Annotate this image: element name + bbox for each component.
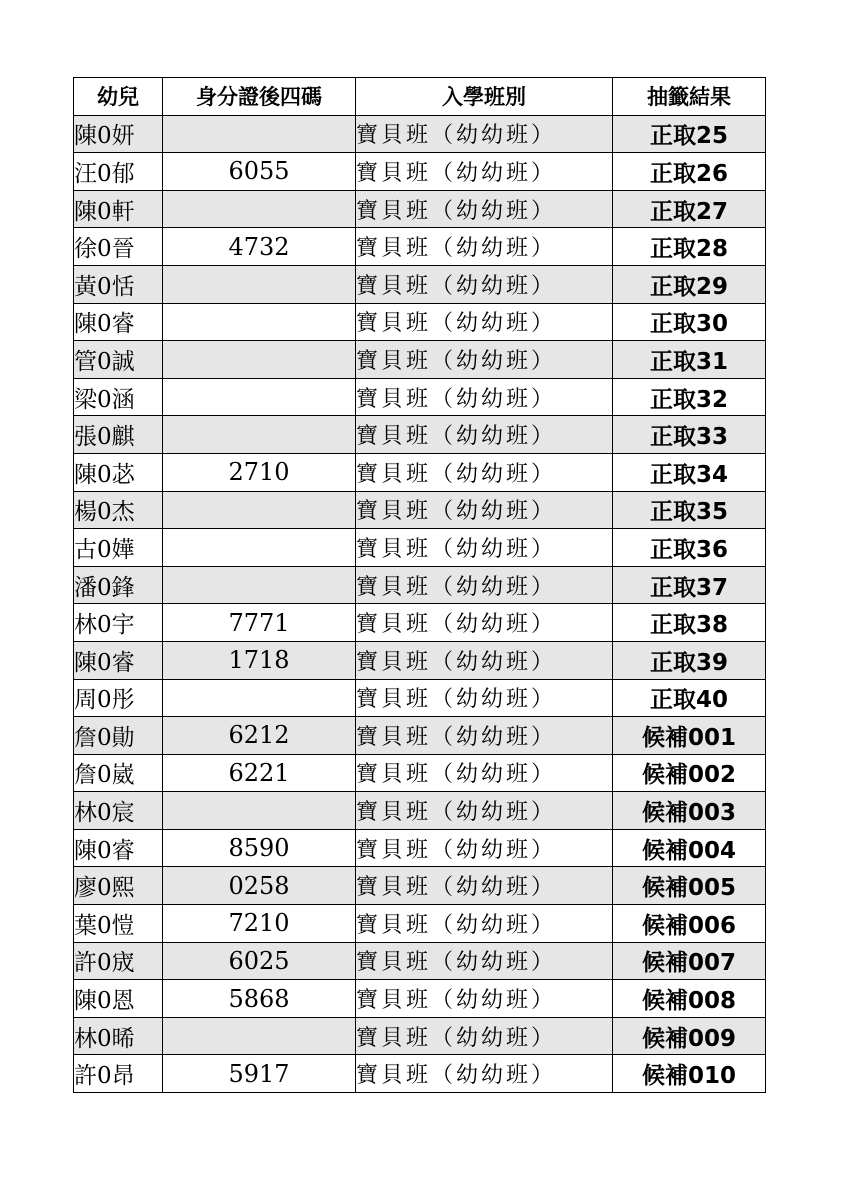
id-last-four-cell: 6025 [163,942,356,980]
id-last-four-cell [163,341,356,379]
enrollment-class-cell: 寶貝班（幼幼班） [356,792,613,830]
id-last-four-cell [163,190,356,228]
enrollment-class-cell: 寶貝班（幼幼班） [356,829,613,867]
enrollment-class-cell: 寶貝班（幼幼班） [356,679,613,717]
lottery-results-sheet [73,77,766,1093]
id-last-four-cell: 4732 [163,228,356,266]
child-name-cell: 葉0愷 [74,905,163,943]
child-name-cell: 陳0睿 [74,829,163,867]
header-row [74,78,766,116]
header-lottery-result: 抽籤結果 [613,78,766,116]
child-name-cell: 楊0杰 [74,491,163,529]
child-name-cell: 張0麒 [74,416,163,454]
lottery-result-cell: 正取31 [613,341,766,379]
table-row [74,228,766,266]
lottery-result-cell: 候補002 [613,754,766,792]
header-id-last-four: 身分證後四碼 [163,78,356,116]
child-name-cell: 汪0郁 [74,153,163,191]
id-last-four-cell [163,416,356,454]
child-name-cell: 梁0涵 [74,378,163,416]
table-row [74,792,766,830]
id-last-four-cell: 2710 [163,453,356,491]
lottery-result-cell: 正取27 [613,190,766,228]
table-row [74,1055,766,1093]
child-name-cell: 陳0苾 [74,453,163,491]
child-name-cell: 陳0睿 [74,303,163,341]
lottery-result-cell: 正取30 [613,303,766,341]
id-last-four-cell: 1718 [163,641,356,679]
table-row [74,942,766,980]
child-name-cell: 廖0熙 [74,867,163,905]
lottery-result-cell: 候補004 [613,829,766,867]
table-row [74,641,766,679]
table-row [74,905,766,943]
header-child-name: 幼兒 [74,78,163,116]
enrollment-class-cell: 寶貝班（幼幼班） [356,453,613,491]
table-row [74,341,766,379]
table-row [74,717,766,755]
enrollment-class-cell: 寶貝班（幼幼班） [356,529,613,567]
child-name-cell: 詹0崴 [74,754,163,792]
enrollment-class-cell: 寶貝班（幼幼班） [356,303,613,341]
table-row [74,679,766,717]
lottery-result-cell: 正取34 [613,453,766,491]
enrollment-class-cell: 寶貝班（幼幼班） [356,641,613,679]
enrollment-class-cell: 寶貝班（幼幼班） [356,265,613,303]
child-name-cell: 周0彤 [74,679,163,717]
id-last-four-cell: 7771 [163,604,356,642]
lottery-result-cell: 候補005 [613,867,766,905]
lottery-result-cell: 正取36 [613,529,766,567]
table-row [74,265,766,303]
enrollment-class-cell: 寶貝班（幼幼班） [356,341,613,379]
child-name-cell: 林0宸 [74,792,163,830]
id-last-four-cell [163,529,356,567]
enrollment-class-cell: 寶貝班（幼幼班） [356,566,613,604]
child-name-cell: 陳0睿 [74,641,163,679]
lottery-result-cell: 正取29 [613,265,766,303]
child-name-cell: 詹0勛 [74,717,163,755]
child-name-cell: 黃0恬 [74,265,163,303]
id-last-four-cell: 8590 [163,829,356,867]
child-name-cell: 林0宇 [74,604,163,642]
child-name-cell: 許0宬 [74,942,163,980]
table-row [74,416,766,454]
id-last-four-cell [163,679,356,717]
lottery-result-cell: 正取40 [613,679,766,717]
lottery-result-cell: 候補009 [613,1017,766,1055]
enrollment-class-cell: 寶貝班（幼幼班） [356,1055,613,1093]
child-name-cell: 管0誠 [74,341,163,379]
table-row [74,829,766,867]
lottery-result-cell: 正取32 [613,378,766,416]
table-row [74,378,766,416]
lottery-result-cell: 候補010 [613,1055,766,1093]
child-name-cell: 徐0晉 [74,228,163,266]
lottery-result-cell: 候補008 [613,980,766,1018]
id-last-four-cell: 5868 [163,980,356,1018]
lottery-result-cell: 正取38 [613,604,766,642]
child-name-cell: 古0嬅 [74,529,163,567]
id-last-four-cell: 6212 [163,717,356,755]
table-row [74,190,766,228]
enrollment-class-cell: 寶貝班（幼幼班） [356,754,613,792]
table-header [74,78,766,116]
child-name-cell: 林0晞 [74,1017,163,1055]
enrollment-class-cell: 寶貝班（幼幼班） [356,980,613,1018]
table-row [74,115,766,153]
lottery-result-cell: 正取35 [613,491,766,529]
enrollment-class-cell: 寶貝班（幼幼班） [356,153,613,191]
table-row [74,980,766,1018]
lottery-result-cell: 候補006 [613,905,766,943]
table-row [74,566,766,604]
enrollment-class-cell: 寶貝班（幼幼班） [356,1017,613,1055]
child-name-cell: 陳0妍 [74,115,163,153]
lottery-result-cell: 正取37 [613,566,766,604]
lottery-result-cell: 正取39 [613,641,766,679]
lottery-results-table [73,77,766,1093]
lottery-result-cell: 候補001 [613,717,766,755]
id-last-four-cell: 5917 [163,1055,356,1093]
enrollment-class-cell: 寶貝班（幼幼班） [356,905,613,943]
table-row [74,529,766,567]
table-row [74,453,766,491]
lottery-result-cell: 候補003 [613,792,766,830]
enrollment-class-cell: 寶貝班（幼幼班） [356,867,613,905]
lottery-result-cell: 正取25 [613,115,766,153]
table-row [74,754,766,792]
id-last-four-cell: 7210 [163,905,356,943]
enrollment-class-cell: 寶貝班（幼幼班） [356,228,613,266]
enrollment-class-cell: 寶貝班（幼幼班） [356,942,613,980]
table-row [74,1017,766,1055]
enrollment-class-cell: 寶貝班（幼幼班） [356,190,613,228]
table-row [74,491,766,529]
child-name-cell: 潘0鋒 [74,566,163,604]
lottery-result-cell: 正取33 [613,416,766,454]
child-name-cell: 許0昂 [74,1055,163,1093]
id-last-four-cell [163,265,356,303]
id-last-four-cell: 0258 [163,867,356,905]
id-last-four-cell [163,792,356,830]
enrollment-class-cell: 寶貝班（幼幼班） [356,717,613,755]
enrollment-class-cell: 寶貝班（幼幼班） [356,115,613,153]
child-name-cell: 陳0恩 [74,980,163,1018]
id-last-four-cell [163,303,356,341]
id-last-four-cell [163,115,356,153]
enrollment-class-cell: 寶貝班（幼幼班） [356,416,613,454]
table-body [74,115,766,1092]
lottery-result-cell: 正取28 [613,228,766,266]
lottery-result-cell: 正取26 [613,153,766,191]
enrollment-class-cell: 寶貝班（幼幼班） [356,604,613,642]
enrollment-class-cell: 寶貝班（幼幼班） [356,491,613,529]
table-row [74,604,766,642]
table-row [74,867,766,905]
id-last-four-cell: 6221 [163,754,356,792]
lottery-result-cell: 候補007 [613,942,766,980]
id-last-four-cell [163,566,356,604]
id-last-four-cell [163,378,356,416]
header-enrollment-class: 入學班別 [356,78,613,116]
id-last-four-cell [163,491,356,529]
table-row [74,303,766,341]
table-row [74,153,766,191]
child-name-cell: 陳0軒 [74,190,163,228]
id-last-four-cell [163,1017,356,1055]
enrollment-class-cell: 寶貝班（幼幼班） [356,378,613,416]
id-last-four-cell: 6055 [163,153,356,191]
